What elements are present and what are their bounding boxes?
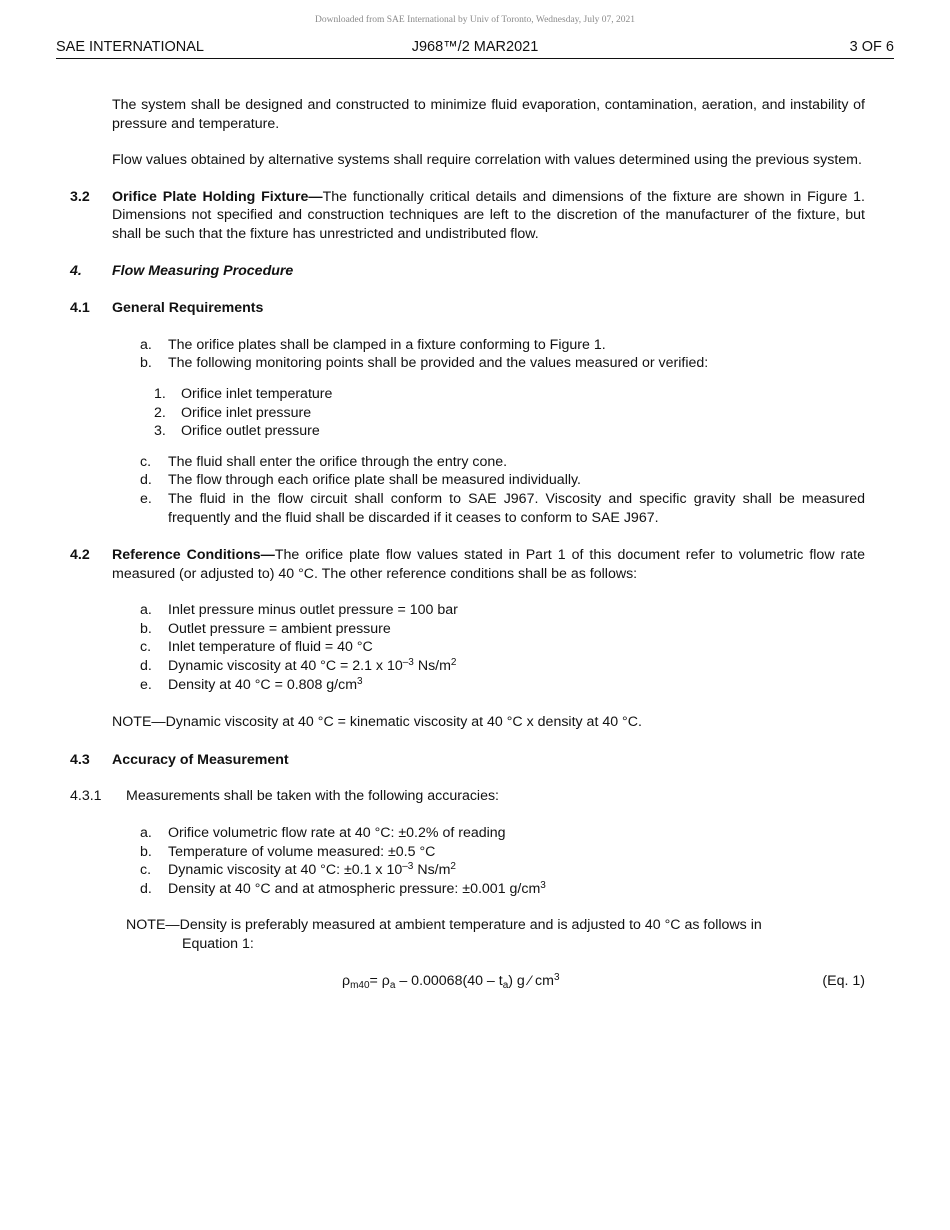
item-text: Outlet pressure = ambient pressure: [168, 620, 391, 637]
item-text: [168, 676, 363, 695]
section-4-3-1: [70, 787, 865, 806]
section-number: 3.2: [70, 188, 90, 205]
superscript: 2: [450, 861, 456, 873]
list-item: [140, 601, 865, 620]
superscript: 3: [553, 971, 560, 983]
item-text: Inlet temperature of fluid = 40 °C: [168, 639, 373, 656]
list-item: [140, 843, 865, 862]
note-text: NOTE—Density is preferably measured at ambient temperature and is adjusted to 40 °C as follows in: [126, 917, 762, 934]
item-label: b.: [140, 843, 152, 860]
item-text: [168, 880, 546, 899]
intro-paragraph-2: Flow values obtained by alternative systems shall require correlation with values determined using the previous system.: [112, 152, 862, 169]
item-text-main: Dynamic viscosity at 40 °C: ±0.1 x 10: [168, 862, 403, 879]
item-text: The following monitoring points shall be provided and the values measured or verified:: [168, 355, 709, 372]
item-label: b.: [140, 620, 152, 637]
section-4-3-heading: [70, 751, 865, 770]
density-note: [126, 916, 865, 953]
item-label: 1.: [154, 385, 166, 402]
superscript: 3: [540, 879, 546, 891]
item-label: a.: [140, 336, 152, 353]
section-title: Orifice Plate Holding Fixture—: [112, 188, 323, 205]
item-label: d.: [140, 658, 152, 675]
section-number: 4.3.1: [70, 788, 102, 805]
section-number: 4.: [70, 262, 82, 279]
equation-tail: ) g ⁄ cm: [508, 972, 554, 989]
equation-symbol: = ρ: [369, 972, 390, 989]
page-header: [56, 38, 894, 59]
list-item: [154, 385, 865, 404]
item-text: Inlet pressure minus outlet pressure = 100 bar: [168, 602, 458, 619]
item-text: The fluid in the flow circuit shall conform to SAE J967. Viscosity and specific gravity shall be measured frequently and the fluid shall be discarded if it ceases to conform to SAE J967.: [168, 490, 865, 526]
list-item: [140, 471, 865, 490]
item-text: The orifice plates shall be clamped in a fixture conforming to Figure 1.: [168, 336, 606, 353]
accuracies-list: [140, 824, 865, 898]
note-text-continued: Equation 1:: [182, 936, 254, 952]
section-4-1-heading: [70, 299, 865, 318]
general-requirements-list: [140, 336, 865, 373]
item-text: Orifice inlet pressure: [181, 404, 312, 421]
superscript: –3: [402, 861, 414, 873]
item-label: 2.: [154, 404, 166, 421]
list-item: [140, 354, 865, 373]
list-item: [140, 657, 865, 676]
subscript: m40: [350, 979, 370, 991]
item-label: d.: [140, 472, 152, 489]
item-label: c.: [140, 862, 152, 879]
viscosity-note: NOTE—Dynamic viscosity at 40 °C = kinematic viscosity at 40 °C x density at 40 °C.: [112, 714, 642, 731]
section-4-heading: [70, 262, 865, 281]
reference-conditions-list: [140, 601, 865, 694]
item-text: [168, 657, 456, 676]
item-label: c.: [140, 453, 152, 470]
item-text-unit: Ns/m: [413, 658, 451, 675]
list-item: [154, 422, 865, 441]
item-text-unit: Ns/m: [413, 862, 451, 879]
superscript: 2: [450, 657, 457, 669]
equation-1: [70, 972, 865, 992]
download-watermark: Downloaded from SAE International by Univ of Toronto, Wednesday, July 07, 2021: [314, 15, 636, 25]
subscript: a: [389, 979, 396, 991]
equation-body: – 0.00068(40 – t: [395, 972, 503, 989]
item-text: Temperature of volume measured: ±0.5 °C: [168, 843, 436, 860]
general-requirements-list-continued: [140, 453, 865, 527]
list-item: [140, 880, 865, 899]
section-text: [112, 188, 865, 244]
section-title: Flow Measuring Procedure: [112, 262, 294, 279]
section-title: General Requirements: [112, 300, 264, 317]
list-item: [140, 336, 865, 355]
item-label: b.: [140, 355, 152, 372]
section-number: 4.2: [70, 547, 90, 564]
header-org: SAE INTERNATIONAL: [56, 39, 204, 55]
intro-paragraph-1: The system shall be designed and constructed to minimize fluid evaporation, contamination, aeration, and instability of pressure and temperature.: [112, 97, 865, 132]
header-doc-id: J968™/2 MAR2021: [411, 39, 539, 55]
list-item: [140, 861, 865, 880]
item-text: Orifice inlet temperature: [181, 385, 333, 402]
item-text: Orifice outlet pressure: [181, 423, 320, 440]
section-number: 4.1: [70, 300, 90, 317]
item-label: 3.: [154, 423, 166, 440]
section-text: [112, 546, 865, 583]
item-text: The fluid shall enter the orifice through the entry cone.: [168, 453, 508, 470]
item-text: The flow through each orifice plate shall be measured individually.: [168, 472, 581, 489]
item-label: e.: [140, 490, 152, 507]
list-item: [140, 676, 865, 695]
list-item: [140, 620, 865, 639]
section-number: 4.3: [70, 751, 90, 768]
item-text: [168, 861, 456, 880]
equation-number: (Eq. 1): [822, 972, 865, 989]
item-text: Orifice volumetric flow rate at 40 °C: ±0.2% of reading: [168, 825, 506, 842]
list-item: [140, 490, 865, 527]
item-label: d.: [140, 880, 152, 897]
superscript: –3: [402, 657, 414, 669]
item-text-main: Dynamic viscosity at 40 °C = 2.1 x 10: [168, 658, 403, 675]
item-text-main: Density at 40 °C = 0.808 g/cm: [168, 676, 358, 693]
header-page-number: 3 OF 6: [849, 39, 894, 55]
document-body: [70, 96, 865, 992]
subscript: a: [502, 979, 509, 991]
item-label: a.: [140, 825, 152, 842]
section-title: Accuracy of Measurement: [112, 751, 289, 768]
list-item: [154, 404, 865, 423]
equation-symbol: ρ: [342, 972, 351, 989]
item-label: a.: [140, 602, 152, 619]
superscript: 3: [357, 675, 363, 687]
equation-expression: [342, 972, 560, 991]
section-body: Measurements shall be taken with the following accuracies:: [126, 788, 500, 805]
section-title: Reference Conditions—: [112, 547, 275, 564]
monitoring-points-list: [154, 385, 865, 441]
section-body: The functionally critical details and dimensions of the fixture are shown in Figure 1. Dimensions not specified and construction techniques are left to the discretion of the manufacturer of the fixture, but shall be such that the fixture has unrestricted and undistributed flow.: [112, 188, 865, 242]
list-item: [140, 638, 865, 657]
list-item: [140, 824, 865, 843]
section-4-2: [70, 546, 865, 583]
list-item: [140, 453, 865, 472]
section-3-2: [70, 188, 865, 244]
item-label: e.: [140, 676, 152, 693]
section-body: The orifice plate flow values stated in Part 1 of this document refer to volumetric flow rate measured (or adjusted to) 40 °C. The other reference conditions shall be as follows:: [112, 547, 865, 582]
item-text-main: Density at 40 °C and at atmospheric pressure: ±0.001 g/cm: [168, 880, 541, 897]
item-label: c.: [140, 639, 152, 656]
